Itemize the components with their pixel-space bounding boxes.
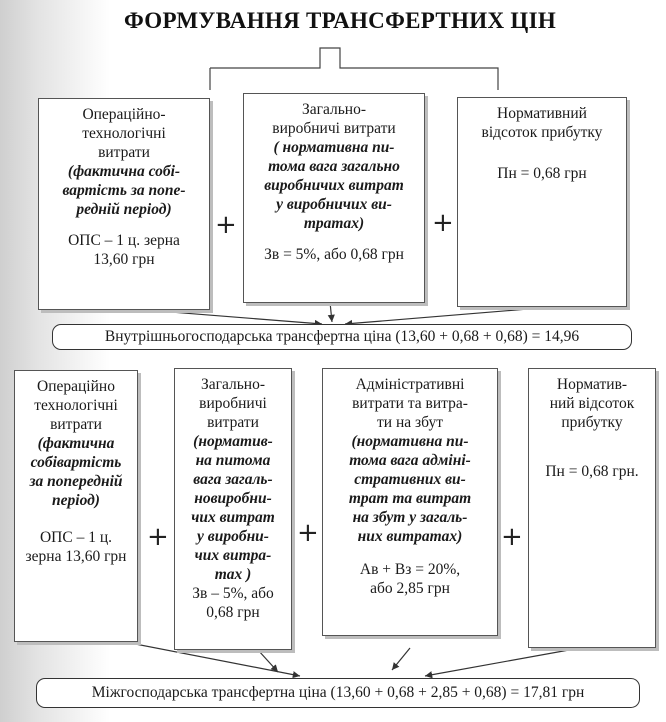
r1b2-emph: у виробничих ви- [276,196,392,213]
r2b3-value: або 2,85 грн [370,580,450,597]
r1b2-value: Зв = 5%, або 0,68 грн [264,246,404,263]
plus-sign: + [215,210,237,240]
diagram-title: ФОРМУВАННЯ ТРАНСФЕРТНИХ ЦІН [123,8,557,33]
r2b2-line: виробничі [199,395,267,412]
r2b1-emph: (фактична [37,435,115,452]
arrow-r1-b1 [120,308,322,324]
r2b2-line: витрати [207,414,259,431]
r2b3-emph: (нормативна пи- [351,433,469,450]
top-bracket [210,48,498,90]
r2b2-emph: новиробни- [194,490,272,507]
r2b2-emph: вага загаль- [193,471,273,488]
r1b3-line: Нормативний [497,105,587,122]
r2b1-emph: період) [52,492,100,509]
r1b1-emph: (фактична собі- [67,163,181,180]
r2b2-emph: на питома [195,452,271,469]
r1b1-line: Операційно- [82,106,166,123]
r1b2-line: виробничі витрати [272,120,396,137]
r1b2-emph: ( нормативна пи- [273,139,395,156]
r1-normative-profit-box [457,97,627,307]
r2b3-emph: тома вага адміні- [349,452,471,469]
r2b1-line: витрати [50,416,102,433]
r2b3-line: витрати та витра- [352,395,468,412]
r2b2-value: 0,68 грн [206,604,260,621]
r2b1-value: зерна 13,60 грн [25,548,127,565]
r1b3-line: відсоток прибутку [481,124,603,141]
r2b3-emph: на збут у загаль- [352,509,468,526]
r1b2-emph: тома вага загально [268,158,400,175]
plus-sign: + [297,518,319,548]
arrow-r2-b4 [425,648,580,676]
r1-operational-costs-box [38,98,210,310]
r2b4-line: ний відсоток [549,395,635,412]
r2b1-emph: собівартість [30,454,122,471]
intercompany-transfer-price: Міжгосподарська трансфертна ціна (13,60 + 0,68 + 2,85 + 0,68) = 17,81 грн [36,678,640,708]
r1b1-emph: вартість за попе- [62,182,186,199]
r2-admin-sales-costs-box [322,368,498,636]
arrow-r2-b3 [392,648,410,670]
r2b2-emph: тах ) [214,566,252,583]
r2b2-emph: чих витрат [191,509,275,526]
internal-transfer-price: Внутрішньогосподарська трансфертна ціна (13,60 + 0,68 + 0,68) = 14,96 [52,324,632,350]
r1b2-emph: тратах) [303,215,365,232]
plus-sign: + [432,208,454,238]
r1b1-line: витрати [98,144,150,161]
r2b2-emph: чих витра- [194,547,272,564]
r1b1-emph: редній період) [76,201,172,218]
r2-operational-costs-box [14,370,138,642]
r2b3-line: ти на збут [377,414,443,431]
arrow-r1-b2 [330,302,332,322]
plus-sign: + [501,522,523,552]
plus-sign: + [147,522,169,552]
r1b1-value: 13,60 грн [93,251,155,268]
r2b1-emph: за попередній [29,473,123,490]
r1b2-line: Загально- [301,101,367,118]
r1b3-value: Пн = 0,68 грн [497,165,587,182]
r2b3-emph: трат та витрат [348,490,472,507]
r2-normative-profit-box [528,368,656,648]
r1b1-line: технологічні [82,125,166,142]
r2b1-value: ОПС – 1 ц. [39,529,113,546]
arrow-r1-b3 [345,308,540,324]
r2b4-value: Пн = 0,68 грн. [545,463,639,480]
r2b3-emph: них витратах) [357,528,463,545]
r2b4-line: Норматив- [556,376,628,393]
r2b4-line: прибутку [561,414,623,431]
r2b2-line: Загально- [200,376,266,393]
r2b1-line: Операційно [37,378,115,395]
r1b2-emph: виробничих витрат [264,177,404,194]
r2b3-emph: стративних ви- [354,471,466,488]
r2b3-line: Адміністративні [355,376,465,393]
r1-general-production-costs-box [243,93,425,303]
r2b2-value: Зв – 5%, або [192,585,274,602]
r2b2-emph: у виробни- [197,528,269,545]
r2-general-production-costs-box [174,368,292,650]
r1b1-value: ОПС – 1 ц. зерна [68,232,180,249]
r2b1-line: технологічні [34,397,118,414]
r2b2-emph: (норматив- [193,433,273,450]
r2b3-value: Ав + Вз = 20%, [359,561,461,578]
